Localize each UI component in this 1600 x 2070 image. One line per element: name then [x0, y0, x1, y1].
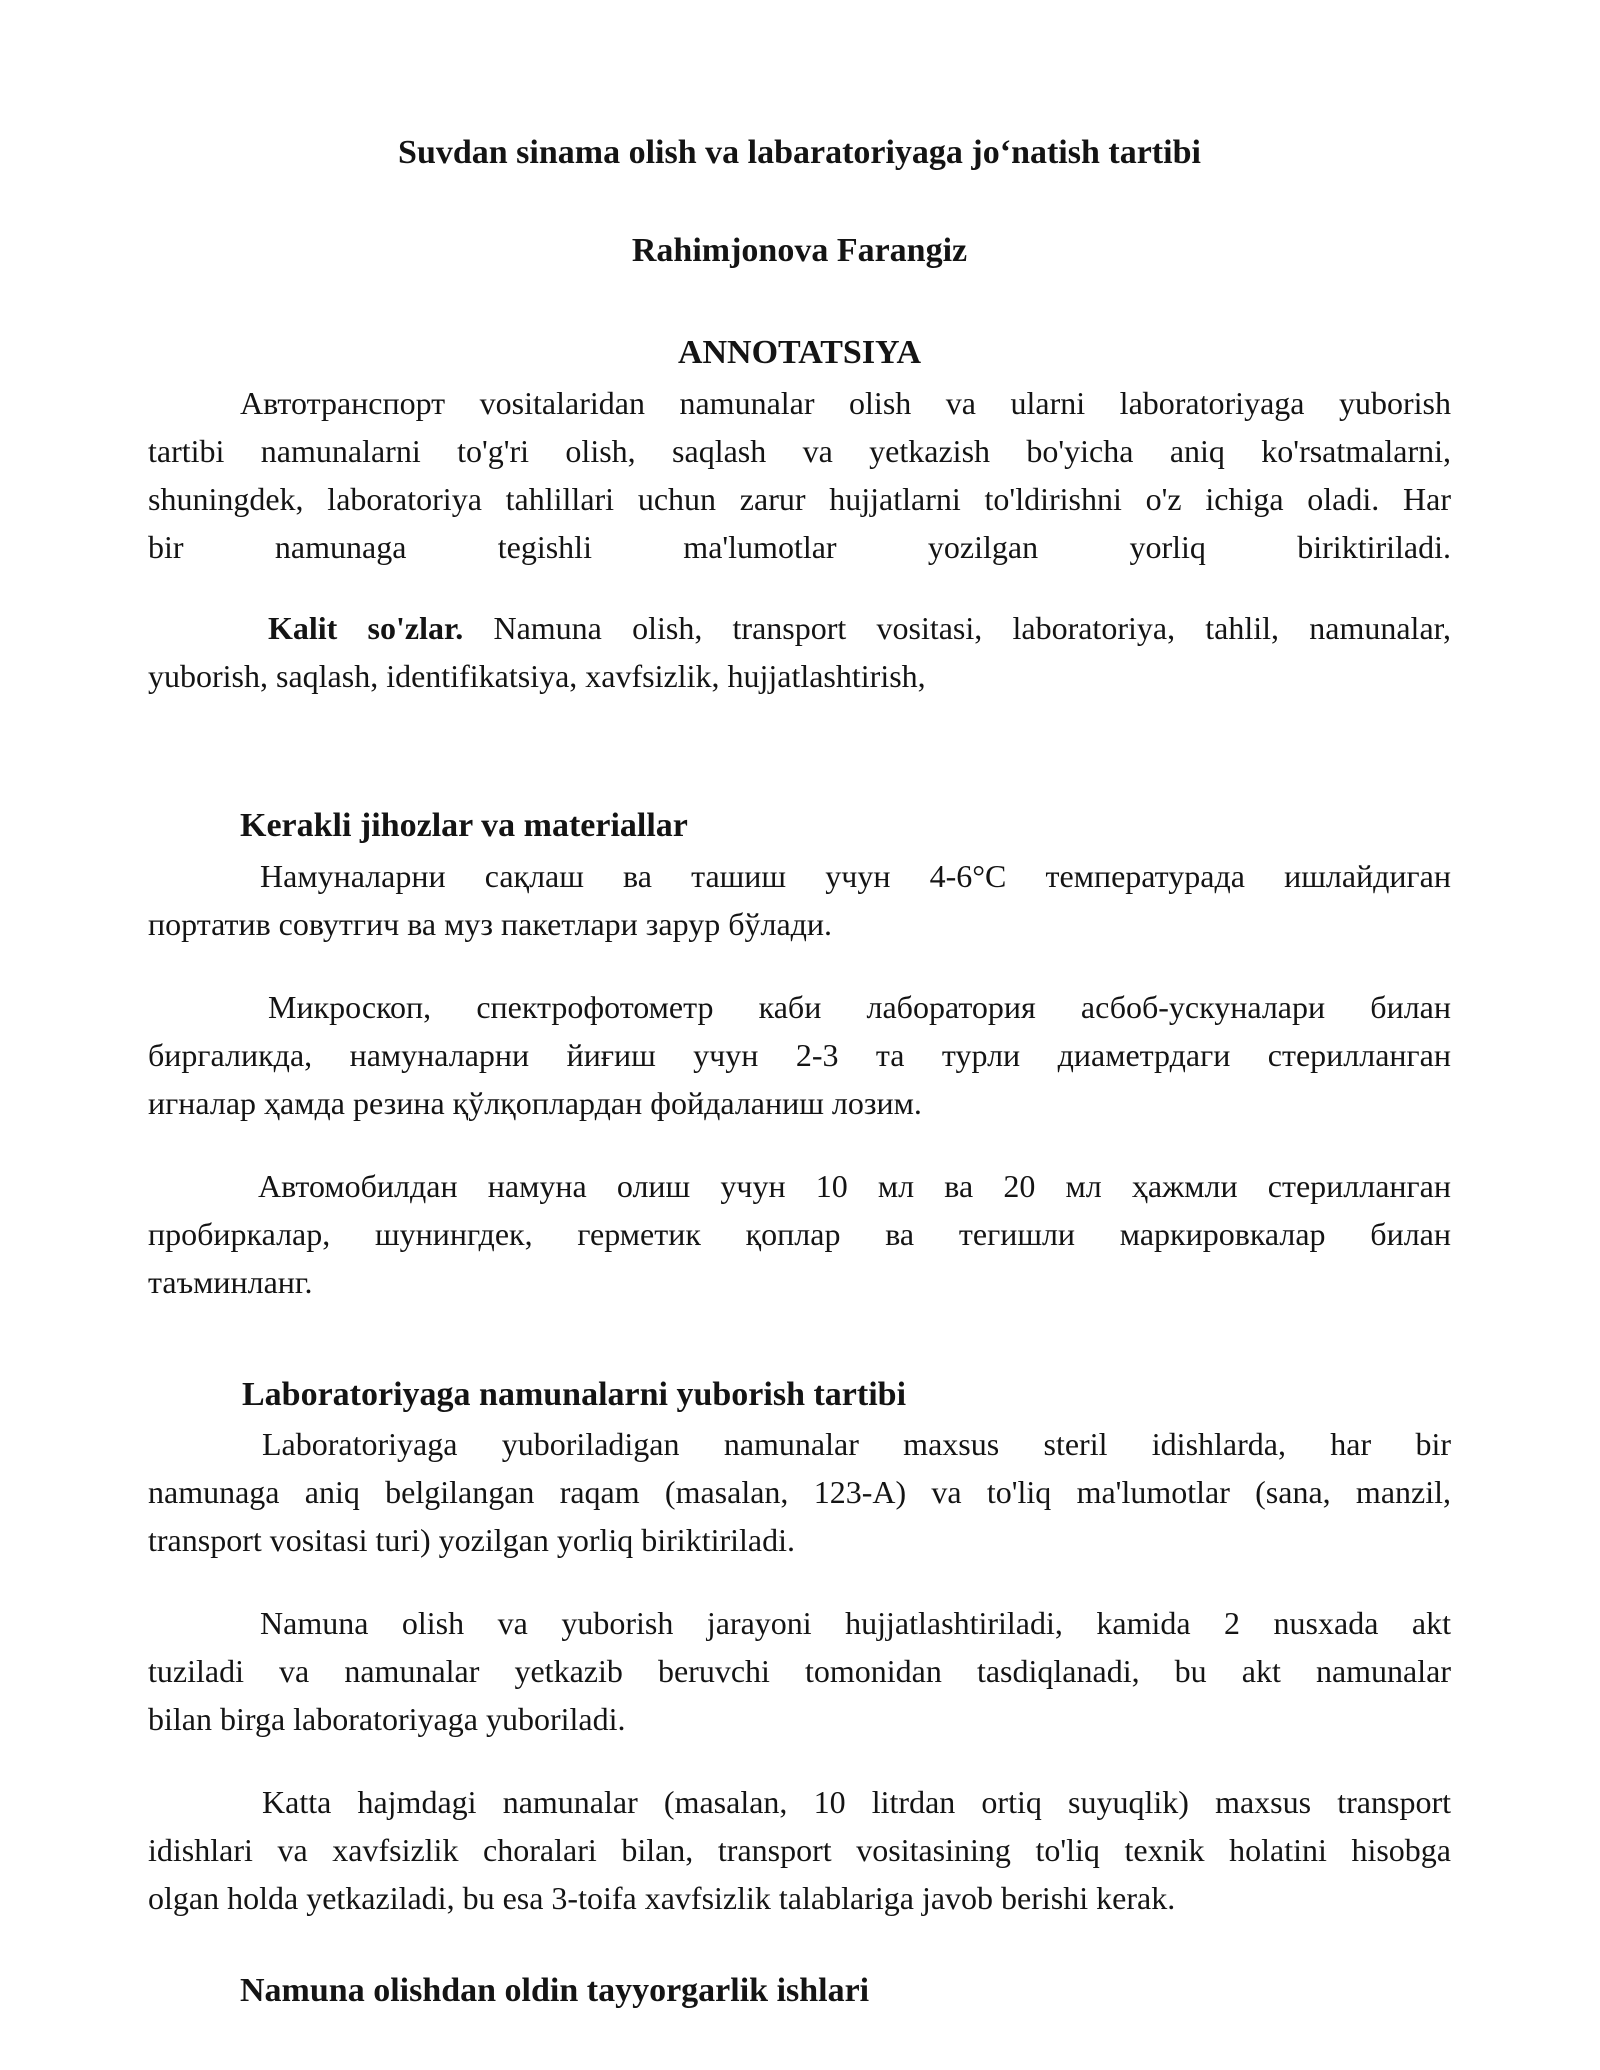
- keywords-text: Namuna olish, transport vositasi, laboratoriya, tahlil, namunalar,: [493, 610, 1452, 646]
- paragraph-line: Laboratoriyaga yuboriladigan namunalar maxsus steril idishlarda, har bir: [262, 1426, 1451, 1462]
- paragraph-line: Katta hajmdagi namunalar (masalan, 10 litrdan ortiq suyuqlik) maxsus transport: [262, 1784, 1451, 1820]
- paragraph-line: tuziladi va namunalar yetkazib beruvchi tomonidan tasdiqlanadi, bu akt namunalar: [148, 1653, 1451, 1689]
- sending-paragraph-1: [148, 1420, 1451, 1564]
- paragraph-line: портатив совутгич ва муз пакетлари зарур бўлади.: [148, 906, 833, 942]
- abstract-heading: ANNOTATSIYA: [677, 334, 922, 371]
- document-title: Suvdan sinama olish va labaratoriyaga jo‘natish tartibi: [398, 134, 1201, 171]
- paragraph-line: Намуналарни сақлаш ва ташиш учун 4-6°C температурада ишлайдиган: [260, 858, 1451, 894]
- paragraph-line: namunaga aniq belgilangan raqam (masalan, 123-A) va to'liq ma'lumotlar (sana, manzil,: [148, 1474, 1451, 1510]
- paragraph-line: игналар ҳамда резина қўлқоплардан фойдаланиш лозим.: [148, 1085, 922, 1121]
- equipment-paragraph-2: [148, 983, 1451, 1127]
- abstract-line: Автотранспорт vositalaridan namunalar olish va ularni laboratoriyaga yuborish: [240, 385, 1451, 421]
- paragraph-line: Микроскоп, спектрофотометр каби лаборатория асбоб-ускуналари билан: [268, 989, 1451, 1025]
- paragraph-line: Автомобилдан намуна олиш учун 10 мл ва 20 мл ҳажмли стерилланган: [258, 1168, 1451, 1204]
- paragraph-line: idishlari va xavfsizlik choralari bilan, transport vositasining to'liq texnik holatini hisobga: [148, 1832, 1451, 1868]
- section-heading-preparation: Namuna olishdan oldin tayyorgarlik ishlari: [240, 1972, 870, 2009]
- keywords-label: Kalit so'zlar.: [268, 610, 464, 646]
- abstract-line: shuningdek, laboratoriya tahlillari uchun zarur hujjatlarni to'ldirishni o'z ichiga oladi. Har: [148, 481, 1451, 517]
- keywords-line: [148, 604, 1451, 652]
- abstract-line: bir namunaga tegishli ma'lumotlar yozilgan yorliq biriktiriladi.: [148, 529, 1451, 565]
- keywords-paragraph: [148, 604, 1451, 700]
- paragraph-line: пробиркалар, шунингдек, герметик қоплар ва тегишли маркировкалар билан: [148, 1216, 1451, 1252]
- keywords-line: yuborish, saqlash, identifikatsiya, xavfsizlik, hujjatlashtirish,: [148, 658, 926, 694]
- equipment-paragraph-3: [148, 1162, 1451, 1306]
- paragraph-line: биргаликда, намуналарни йиғиш учун 2-3 та турли диаметрдаги стерилланган: [148, 1037, 1451, 1073]
- section-heading-equipment: Kerakli jihozlar va materiallar: [240, 807, 688, 844]
- author-name: Rahimjonova Farangiz: [631, 232, 968, 269]
- abstract-paragraph: [148, 379, 1451, 571]
- paragraph-line: olgan holda yetkaziladi, bu esa 3-toifa xavfsizlik talablariga javob berishi kerak.: [148, 1880, 1176, 1916]
- sending-paragraph-2: [148, 1599, 1451, 1743]
- paragraph-line: transport vositasi turi) yozilgan yorliq biriktiriladi.: [148, 1522, 795, 1558]
- paragraph-line: bilan birga laboratoriyaga yuboriladi.: [148, 1701, 626, 1737]
- section-heading-sending: Laboratoriyaga namunalarni yuborish tartibi: [242, 1376, 907, 1413]
- sending-paragraph-3: [148, 1778, 1451, 1922]
- paragraph-line: таъминланг.: [148, 1264, 313, 1300]
- paragraph-line: Namuna olish va yuborish jarayoni hujjatlashtiriladi, kamida 2 nusxada akt: [260, 1605, 1451, 1641]
- abstract-line: tartibi namunalarni to'g'ri olish, saqlash va yetkazish bo'yicha aniq ko'rsatmalarni,: [148, 433, 1451, 469]
- equipment-paragraph-1: [148, 852, 1451, 948]
